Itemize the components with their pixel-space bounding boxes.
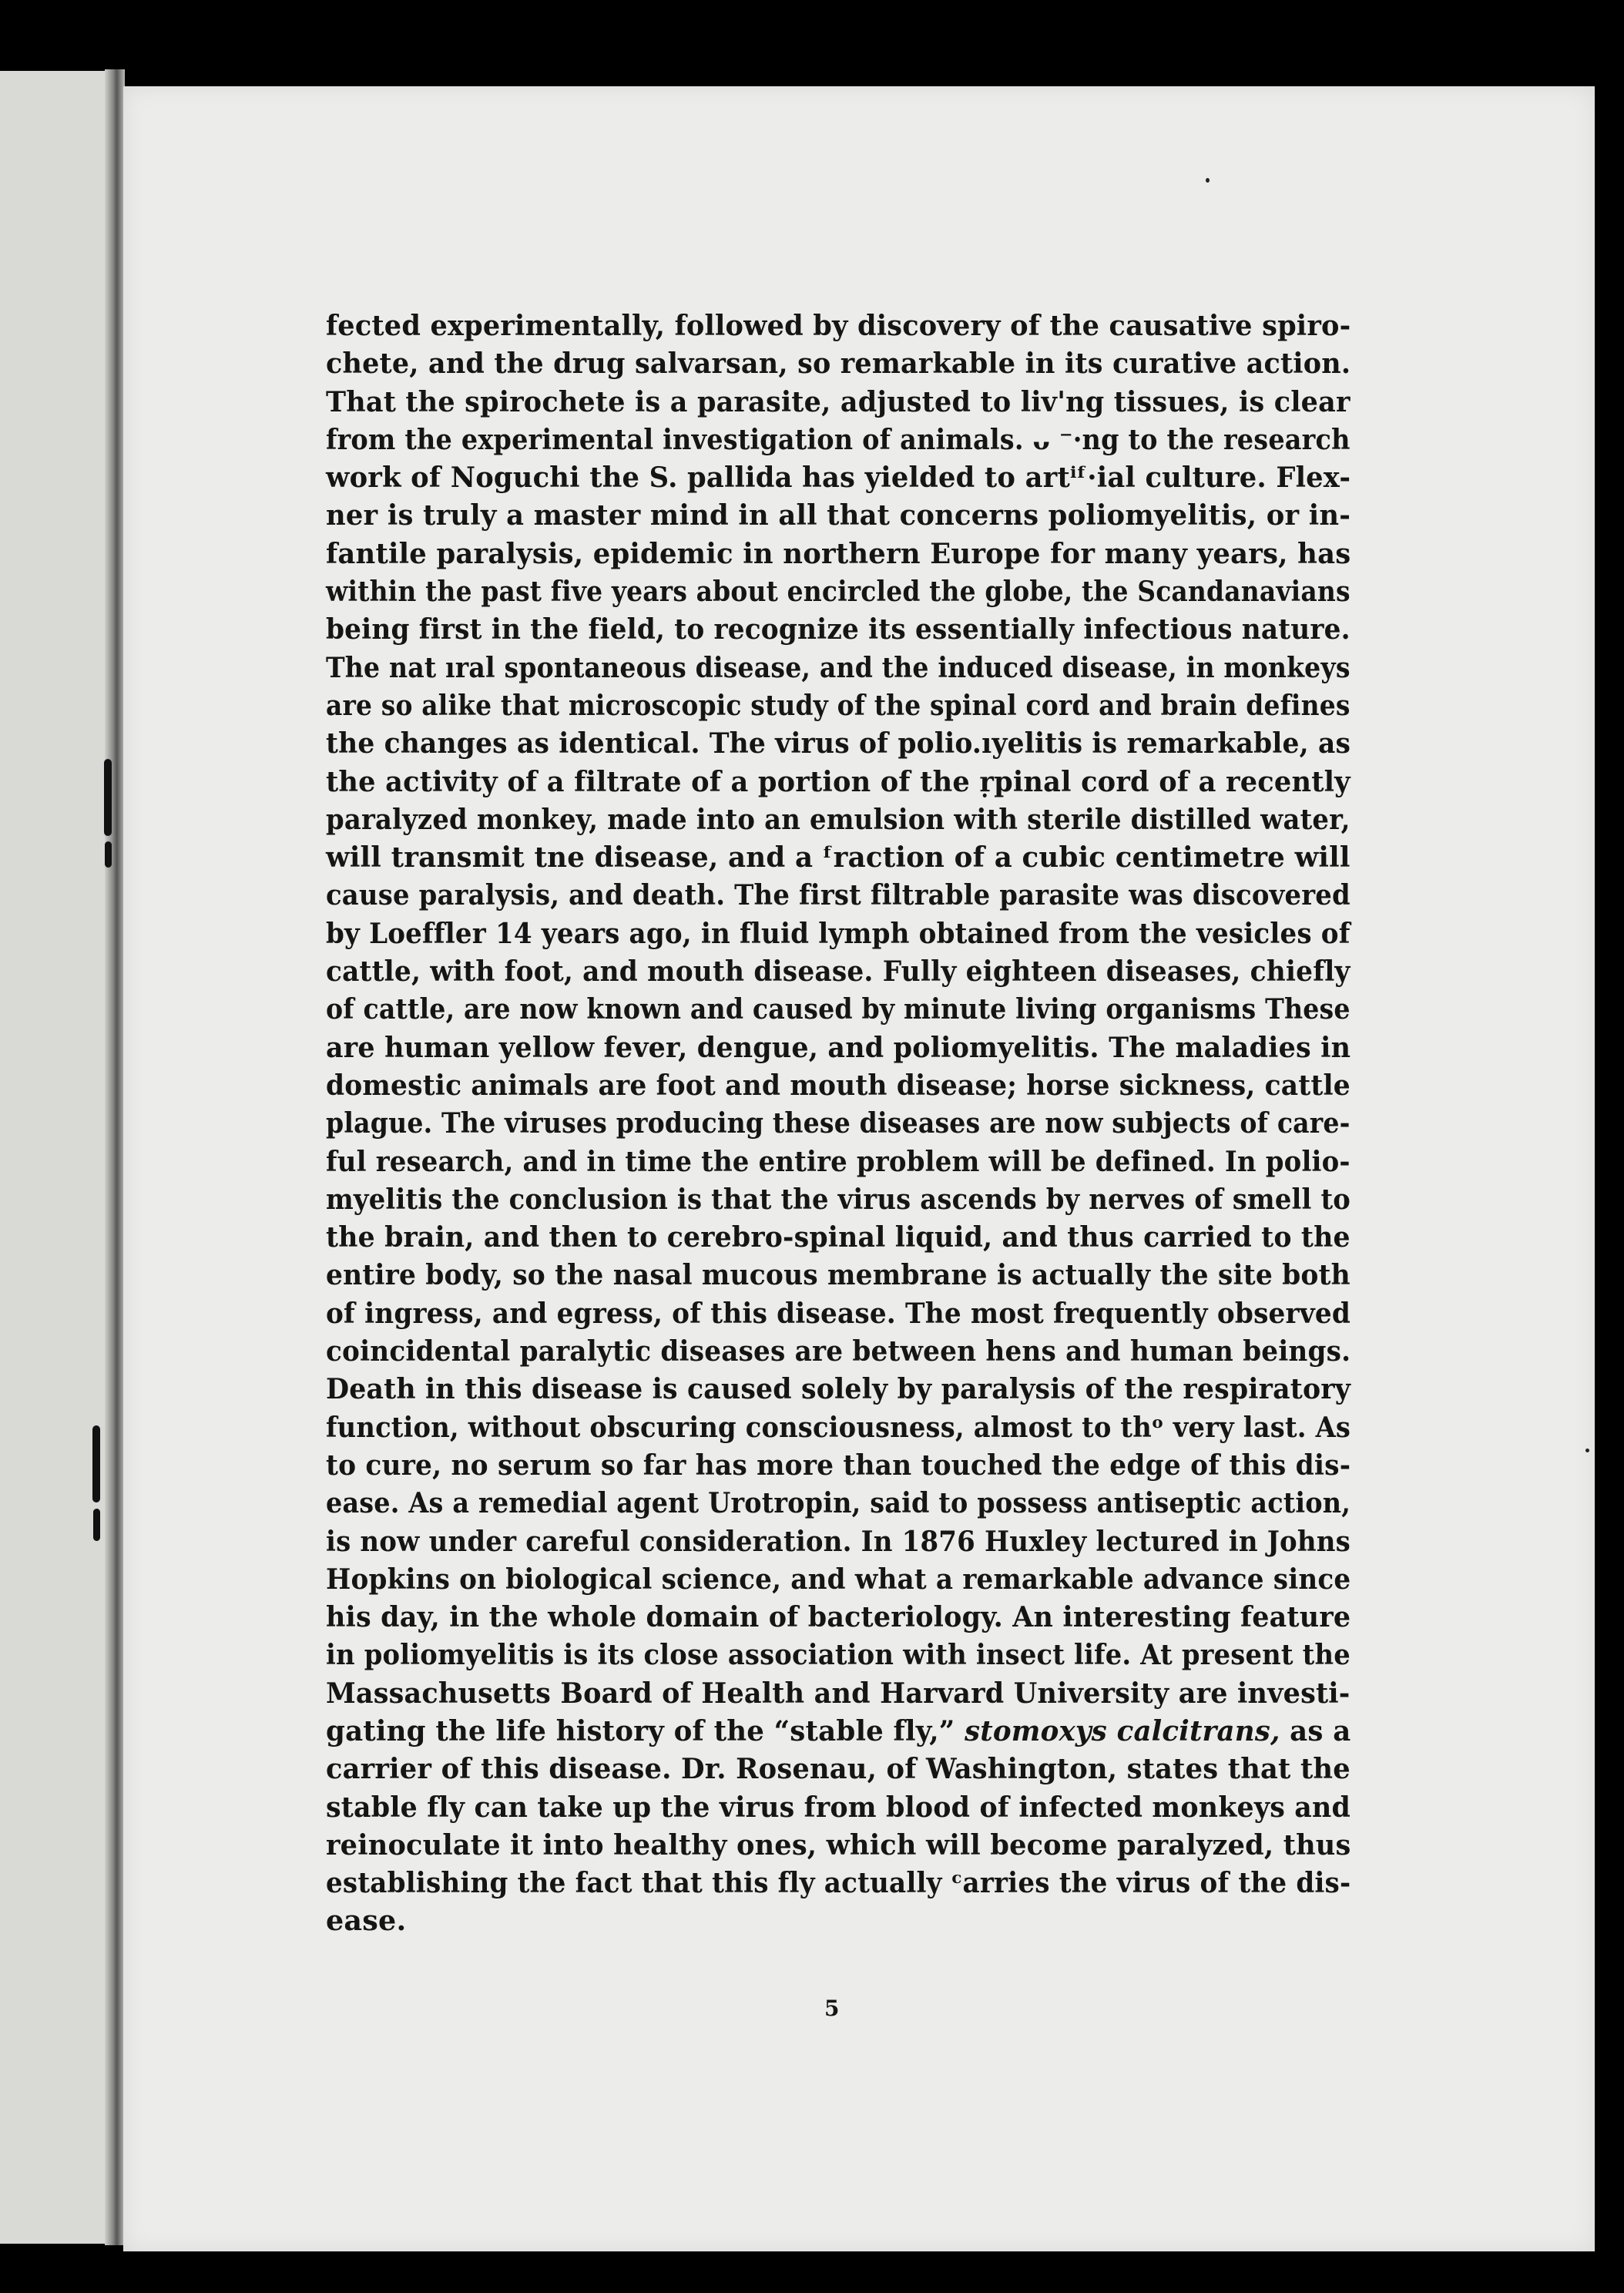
- text-line: reinoculate it into healthy ones, which will become paralyzed, thus: [326, 1828, 1351, 1862]
- text-line: ful research, and in time the entire problem will be defined. In polio-: [326, 1144, 1351, 1178]
- text-segment: as a: [1280, 1714, 1351, 1747]
- text-line: is now under careful consideration. In 1876 Huxley lectured in Johns: [326, 1524, 1351, 1558]
- facing-page-edge: [0, 71, 116, 2244]
- text-line: are so alike that microscopic study of the spinal cord and brain defines: [326, 688, 1351, 722]
- binding-mark-lower: [92, 1425, 100, 1502]
- text-line: coincidental paralytic diseases are between hens and human beings.: [326, 1335, 1351, 1368]
- text-segment: gating the life history of the “stable fly,”: [326, 1714, 965, 1747]
- text-line: cattle, with foot, and mouth disease. Fully eighteen diseases, chiefly: [326, 955, 1351, 989]
- text-line: in poliomyelitis is its close association with insect life. At present the: [326, 1638, 1351, 1672]
- text-line: of cattle, are now known and caused by minute living organisms These: [326, 992, 1351, 1026]
- text-line: fected experimentally, followed by discovery of the causative spiro-: [326, 309, 1351, 342]
- text-line: That the spirochete is a parasite, adjusted to liv'ng tissues, is clear: [326, 384, 1351, 418]
- text-line: ease. As a remedial agent Urotropin, said to possess antiseptic action,: [326, 1486, 1351, 1520]
- binding-mark-lower-small: [93, 1509, 100, 1541]
- text-line: Massachusetts Board of Health and Harvard University are investi-: [326, 1676, 1351, 1710]
- text-line: work of Noguchi the S. pallida has yielded to artⁱᶠ·ial culture. Flex-: [326, 461, 1351, 495]
- text-line: being first in the field, to recognize its essentially infectious nature.: [326, 613, 1351, 646]
- text-line: paralyzed monkey, made into an emulsion with sterile distilled water,: [326, 802, 1351, 836]
- text-line: ner is truly a master mind in all that concerns poliomyelitis, or in-: [326, 499, 1351, 532]
- text-line: will transmit tne disease, and a ᶠraction of a cubic centimetre will: [326, 841, 1351, 875]
- dust-speck: [1585, 1449, 1589, 1452]
- text-line: cause paralysis, and death. The first filtrable parasite was discovered: [326, 878, 1351, 912]
- text-line: plague. The viruses producing these diseases are now subjects of care-: [326, 1106, 1351, 1140]
- page-number: 5: [824, 1996, 840, 2021]
- text-line-with-italic: [326, 1712, 1351, 1750]
- text-line: function, without obscuring consciousness, almost to thᵒ very last. As: [326, 1410, 1351, 1444]
- text-line: by Loeffler 14 years ago, in fluid lymph obtained from the vesicles of: [326, 916, 1351, 950]
- text-line: myelitis the conclusion is that the virus ascends by nerves of smell to: [326, 1182, 1351, 1216]
- text-line: the changes as identical. The virus of polio.ıyelitis is remarkable, as: [326, 727, 1351, 760]
- text-line: to cure, no serum so far has more than touched the edge of this dis-: [326, 1448, 1351, 1482]
- binding-mark-upper: [104, 759, 112, 836]
- text-line: domestic animals are foot and mouth disease; horse sickness, cattle: [326, 1068, 1351, 1102]
- text-line: ease.: [326, 1904, 407, 1938]
- text-line: the activity of a filtrate of a portion of the ṛpinal cord of a recently: [326, 764, 1351, 798]
- text-line: chete, and the drug salvarsan, so remarkable in its curative action.: [326, 347, 1351, 381]
- binding-mark-upper-small: [105, 841, 112, 868]
- text-line: Hopkins on biological science, and what a remarkable advance since: [326, 1562, 1351, 1596]
- text-line: from the experimental investigation of animals. ᴗ ⁻·ng to the research: [326, 422, 1351, 456]
- text-line: within the past five years about encircled the globe, the Scandanavians: [326, 575, 1351, 609]
- text-line: Death in this disease is caused solely by paralysis of the respiratory: [326, 1372, 1351, 1406]
- dust-speck: [1206, 178, 1210, 183]
- species-name: stomoxys calcitrans,: [965, 1714, 1280, 1747]
- text-line: entire body, so the nasal mucous membrane is actually the site both: [326, 1258, 1351, 1292]
- text-line: of ingress, and egress, of this disease. The most frequently observed: [326, 1296, 1351, 1330]
- text-line: are human yellow fever, dengue, and poliomyelitis. The maladies in: [326, 1030, 1351, 1064]
- body-text: [326, 307, 1351, 1940]
- text-line: The nat ıral spontaneous disease, and the induced disease, in monkeys: [326, 650, 1351, 684]
- text-line: carrier of this disease. Dr. Rosenau, of Washington, states that the: [326, 1752, 1351, 1786]
- text-line: his day, in the whole domain of bacteriology. An interesting feature: [326, 1600, 1351, 1634]
- text-line: the brain, and then to cerebro-spinal liquid, and thus carried to the: [326, 1220, 1351, 1254]
- text-line: fantile paralysis, epidemic in northern Europe for many years, has: [326, 536, 1351, 570]
- text-line: stable fly can take up the virus from blood of infected monkeys and: [326, 1790, 1351, 1824]
- text-line: establishing the fact that this fly actually ᶜarries the virus of the dis-: [326, 1866, 1351, 1900]
- book-gutter: [105, 69, 125, 2245]
